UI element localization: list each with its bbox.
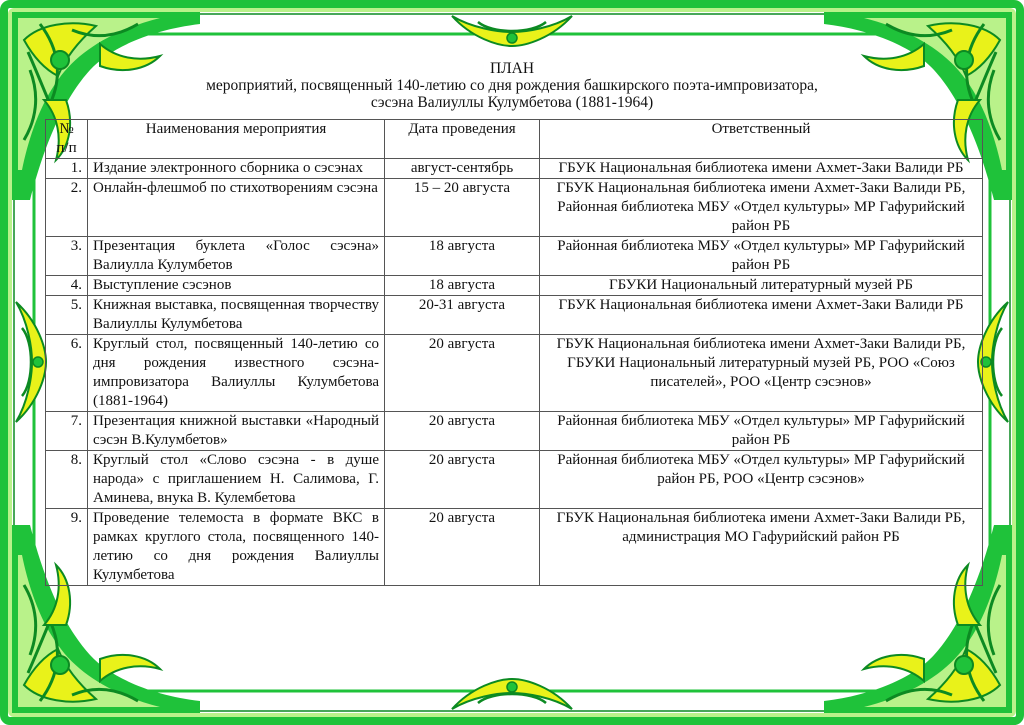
document-header xyxy=(0,60,1024,111)
table-header-row xyxy=(46,120,983,159)
event-responsible: ГБУК Национальная библиотека имени Ахмет-Заки Валиди РБ, администрация МО Гафурийский район РБ xyxy=(540,509,983,586)
row-number: 1. xyxy=(46,159,88,179)
event-name: Презентация буклета «Голос сэсэна» Валиулла Кулумбетов xyxy=(88,237,385,276)
event-name: Круглый стол «Слово сэсэна - в душе народа» с приглашением Н. Салимова, Г. Аминева, внука В. Кулембетова xyxy=(88,451,385,509)
event-name: Проведение телемоста в формате ВКС в рамках круглого стола, посвященного 140-летию со дня рождения Валиуллы Кулумбетова xyxy=(88,509,385,586)
document-subtitle-line-1: мероприятий, посвященный 140-летию со дня рождения башкирского поэта-импровизатора, xyxy=(206,77,818,94)
event-responsible: ГБУК Национальная библиотека имени Ахмет-Заки Валиди РБ xyxy=(540,159,983,179)
event-responsible: ГБУКИ Национальный литературный музей РБ xyxy=(540,276,983,296)
event-name: Выступление сэсэнов xyxy=(88,276,385,296)
event-name: Онлайн-флешмоб по стихотворениям сэсэна xyxy=(88,179,385,237)
row-number: 7. xyxy=(46,412,88,451)
row-number: 6. xyxy=(46,335,88,412)
column-header-name: Наименования мероприятия xyxy=(88,120,385,159)
event-date: 20 августа xyxy=(385,335,540,412)
table-row xyxy=(46,237,983,276)
event-date: 20 августа xyxy=(385,509,540,586)
event-responsible: ГБУК Национальная библиотека имени Ахмет-Заки Валиди РБ xyxy=(540,296,983,335)
event-responsible: Районная библиотека МБУ «Отдел культуры» МР Гафурийский район РБ xyxy=(540,237,983,276)
table-row xyxy=(46,276,983,296)
table-row xyxy=(46,335,983,412)
event-responsible: Районная библиотека МБУ «Отдел культуры» МР Гафурийский район РБ, РОО «Центр сэсэнов» xyxy=(540,451,983,509)
event-date: 20-31 августа xyxy=(385,296,540,335)
table-row xyxy=(46,451,983,509)
event-date: август-сентябрь xyxy=(385,159,540,179)
events-table xyxy=(45,119,983,586)
event-date: 20 августа xyxy=(385,451,540,509)
event-responsible: Районная библиотека МБУ «Отдел культуры» МР Гафурийский район РБ xyxy=(540,412,983,451)
event-date: 18 августа xyxy=(385,276,540,296)
column-header-number: № п/п xyxy=(46,120,88,159)
event-date: 20 августа xyxy=(385,412,540,451)
event-responsible: ГБУК Национальная библиотека имени Ахмет-Заки Валиди РБ, Районная библиотека МБУ «Отдел культуры» МР Гафурийский район РБ xyxy=(540,179,983,237)
table-row xyxy=(46,412,983,451)
event-date: 18 августа xyxy=(385,237,540,276)
row-number: 3. xyxy=(46,237,88,276)
column-header-date: Дата проведения xyxy=(385,120,540,159)
document-title: ПЛАН xyxy=(489,60,535,77)
event-name: Презентация книжной выставки «Народный сэсэн В.Кулумбетов» xyxy=(88,412,385,451)
table-row xyxy=(46,179,983,237)
event-responsible: ГБУК Национальная библиотека имени Ахмет-Заки Валиди РБ, ГБУКИ Национальный литературный музей РБ, РОО «Союз писателей», РОО «Центр сэсэнов» xyxy=(540,335,983,412)
event-name: Книжная выставка, посвященная творчеству Валиуллы Кулумбетова xyxy=(88,296,385,335)
document-subtitle-line-2: сэсэна Валиуллы Кулумбетова (1881-1964) xyxy=(370,94,654,111)
row-number: 4. xyxy=(46,276,88,296)
event-name: Круглый стол, посвященный 140-летию со дня рождения известного сэсэна-импровизатора Валиуллы Кулумбетова (1881-1964) xyxy=(88,335,385,412)
event-date: 15 – 20 августа xyxy=(385,179,540,237)
table-row xyxy=(46,509,983,586)
column-header-responsible: Ответственный xyxy=(540,120,983,159)
row-number: 8. xyxy=(46,451,88,509)
table-row xyxy=(46,159,983,179)
row-number: 9. xyxy=(46,509,88,586)
event-name: Издание электронного сборника о сэсэнах xyxy=(88,159,385,179)
table-row xyxy=(46,296,983,335)
row-number: 2. xyxy=(46,179,88,237)
row-number: 5. xyxy=(46,296,88,335)
